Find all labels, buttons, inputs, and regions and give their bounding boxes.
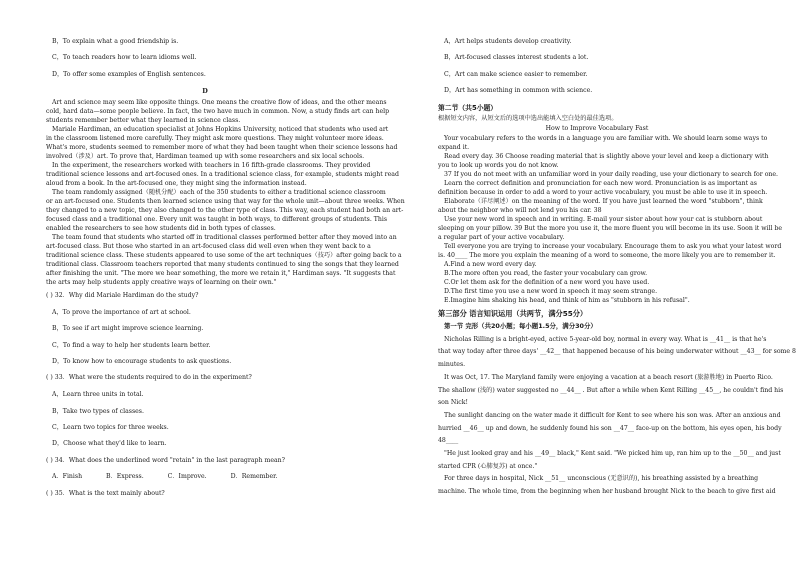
passage-line: Tell everyone you are trying to increase your vocabulary. Encourage them to ask you what your latest word bbox=[444, 243, 782, 251]
passage-line: or an art-focused one. Students then learned science using that way for the whole unit—about three weeks. When bbox=[46, 198, 405, 206]
passage-line: Read every day. 36 Choose reading material that is slightly above your level and keep a dictionary with bbox=[444, 153, 769, 161]
right-column bbox=[438, 38, 796, 499]
passage-line: The team randomly assigned（随机分配）each of the 350 students to either a traditional science classroom bbox=[52, 189, 386, 197]
question-32: ( ) 32．Why did Mariale Hardiman do the study? bbox=[46, 292, 199, 300]
passage-line: traditional science lessons and art-focused ones. In a traditional science class, for example, students might read bbox=[46, 171, 399, 179]
q35-option-a: A，Art helps students develop creativity. bbox=[444, 38, 572, 45]
q34-option-d: D．Remember. bbox=[230, 473, 278, 481]
option-c-prev: C，To teach readers how to learn idioms well. bbox=[52, 54, 197, 62]
passage-line: expand it. bbox=[438, 144, 470, 152]
passage-line: Elaborate（详尽阐述）on the meaning of the word. If you have just learned the word "stubborn", think bbox=[444, 198, 763, 206]
passage-line: What's more, students seemed to remember more of what they had been taught when their science lessons had bbox=[46, 144, 398, 152]
passage-line: traditional science class. These students appeared to use some of the art techniques（技巧）after going back to a bbox=[46, 252, 402, 260]
section-2-instructions: 根据短文内容，从短文后的选项中选出能填入空白处的最佳选项。 bbox=[438, 115, 618, 123]
passage-line: students remember better what they learned in science class. bbox=[46, 117, 241, 125]
cloze-line: machine. The whole time, from the beginning when her husband brought Nick to the beach to give first aid bbox=[438, 488, 776, 496]
passage-title: How to Improve Vocabulary Fast bbox=[545, 125, 649, 133]
question-33: ( ) 33．What were the students required to do in the experiment? bbox=[46, 374, 252, 382]
question-35: ( ) 35．What is the text mainly about? bbox=[46, 489, 165, 497]
q35-option-d: D，Art has something in common with science. bbox=[444, 87, 593, 95]
choice-d: D.The first time you use a new word in speech it may seem strange. bbox=[444, 288, 658, 296]
option-d-prev: D，To offer some examples of English sentences. bbox=[52, 70, 206, 78]
cloze-line: For three days in hospital, Nick __51__ unconscious (无意识的), his breathing assisted by a breathing bbox=[444, 475, 759, 483]
q33-option-d: D，Choose what they'd like to learn. bbox=[52, 440, 167, 448]
passage-line: cold, hard data—some people believe. In fact, the two have much in common. Now, a study finds art can help bbox=[46, 108, 390, 116]
q34-option-a: A．Finish bbox=[52, 473, 83, 481]
option-b-prev: B，To explain what a good friendship is. bbox=[52, 38, 179, 45]
q32-option-c: C，To find a way to help her students learn better. bbox=[52, 341, 211, 349]
choice-a: A.Find a new word every day. bbox=[444, 261, 537, 269]
choice-b: B.The more often you read, the faster your vocabulary can grow. bbox=[444, 270, 648, 278]
cloze-line: Nicholas Rilling is a bright-eyed, active 5-year-old boy, normal in every way. What is __41__ is that he's bbox=[444, 335, 767, 343]
passage-line: involved（涉及）art. To prove that, Hardiman teamed up with some researchers and six local schools. bbox=[46, 153, 365, 161]
q34-option-b: B．Express. bbox=[106, 473, 144, 481]
cloze-line: minutes. bbox=[438, 361, 466, 369]
passage-line: Use your new word in speech and in writing. E-mail your sister about how your cat is stubborn about bbox=[444, 216, 763, 224]
passage-line: in the classroom listened more carefully. They might ask more questions. They might volunteer more ideas. bbox=[46, 135, 384, 143]
q35-option-c: C，Art can make science easier to remember. bbox=[444, 70, 588, 78]
q33-option-a: A，Learn three units in total. bbox=[52, 391, 144, 399]
q34-options bbox=[52, 473, 364, 482]
passage-line: they changed to a new topic, they also changed to the other type of class. This way, each student had both an art- bbox=[46, 207, 404, 215]
cloze-line: "He just looked gray and his __49__ black," Kent said. "We picked him up, ran him up to the __50__ and just bbox=[444, 450, 781, 458]
passage-line: 37 If you do not meet with an unfamiliar word in your daily reading, use your dictionary to search for one. bbox=[444, 171, 779, 179]
cloze-line: son Nick! bbox=[438, 399, 468, 407]
passage-d bbox=[46, 99, 405, 288]
passage-line: sleeping on your pillow. 39 But the more you use it, the more fluent you will become in its use. Soon it will be bbox=[438, 225, 783, 233]
passage-line: Your vocabulary refers to the words in a language you are familiar with. We should learn some ways to bbox=[444, 135, 768, 143]
passage-line: Mariale Hardiman, an education specialist at Johns Hopkins University, noticed that students who used art bbox=[52, 126, 389, 134]
passage-line: enabled the researchers to see how students did in both types of classes. bbox=[46, 225, 276, 233]
q33-option-c: C，Learn two topics for three weeks. bbox=[52, 423, 169, 431]
part-3-title: 第三部分 语言知识运用（共两节，满分55分） bbox=[438, 309, 588, 319]
choice-c: C.Or let them ask for the definition of a new word you have used. bbox=[444, 279, 650, 287]
cloze-line: started CPR (心肺复苏) at once." bbox=[438, 462, 538, 470]
q32-option-b: B，To see if art might improve science learning. bbox=[52, 325, 204, 333]
passage-line: definition because in order to add a word to your active vocabulary, you must be able to use it in speech. bbox=[438, 189, 768, 197]
vocabulary-passage bbox=[438, 135, 783, 261]
passage-line: focused class and a traditional one. Every unit was taught in both ways, to different groups of students. This bbox=[46, 216, 388, 224]
q33-option-b: B，Take two types of classes. bbox=[52, 407, 144, 415]
cloze-line: The shallow (浅的) water suggested no __44__ . But after a while when Kent Rilling __45__, he couldn't find his bbox=[438, 386, 784, 394]
cloze-line: hurried __46__ up and down, he suddenly found his son __47__ face-up on the bottom, his eyes open, his body bbox=[438, 424, 782, 432]
passage-line: a regular part of your active vocabulary. bbox=[438, 234, 565, 242]
q32-option-a: A，To prove the importance of art at school. bbox=[52, 308, 191, 316]
passage-label-d: D bbox=[202, 87, 208, 96]
q32-option-d: D，To know how to encourage students to ask questions. bbox=[52, 357, 232, 365]
cloze-line: The sunlight dancing on the water made it difficult for Kent to see where his son was. After an anxious and bbox=[444, 411, 781, 419]
passage-line: the arts may help students apply creative ways of learning on their own." bbox=[46, 279, 277, 287]
cloze-line: that way today after three days' __42__ that happened because of his being underwater without __43__ for some 8 bbox=[438, 348, 796, 356]
passage-line: Learn the correct definition and pronunciation for each new word. Pronunciation is as important as bbox=[444, 180, 757, 188]
cloze-passage bbox=[438, 334, 796, 499]
passage-line: aloud from a book. In the art-focused one, they might sing the information instead. bbox=[46, 180, 307, 188]
q35-option-b: B，Art-focused classes interest students a lot. bbox=[444, 54, 589, 62]
passage-line: The team found that students who started off in traditional classes performed better after they moved into an bbox=[52, 234, 397, 242]
choice-e: E.Imagine him shaking his head, and think of him as "stubborn in his refusal". bbox=[444, 297, 690, 305]
passage-line: Art and science may seem like opposite things. One means the creative flow of ideas, and the other means bbox=[52, 99, 387, 107]
passage-line: art-focused class. But those who started in an art-focused class did well even when they went back to a bbox=[46, 243, 371, 251]
cloze-line: 48____ bbox=[438, 437, 459, 445]
passage-line: traditional class. Classroom teachers reported that many students continued to sing the songs that they learned bbox=[46, 261, 399, 269]
passage-line: after finishing the unit. "The more we hear something, the more we retain it," Hardiman says. "It suggests that bbox=[46, 270, 396, 278]
part-3-section-1-title: 第一节 完形（共20小题；每小题1.5分，满分30分） bbox=[444, 322, 597, 331]
passage-line: is. 40____ The more you explain the meaning of a word to someone, the more likely you are to remember it. bbox=[438, 252, 776, 260]
answer-choices bbox=[438, 261, 756, 306]
question-34: ( ) 34．What does the underlined word "retain" in the last paragraph mean? bbox=[46, 456, 285, 464]
q34-option-c: C．Improve. bbox=[167, 473, 207, 481]
passage-line: about the neighbor who will not lend you his car. 38 bbox=[438, 207, 602, 215]
passage-line: In the experiment, the researchers worked with teachers in 16 fifth-grade classrooms. They provided bbox=[52, 162, 371, 170]
section-2-title: 第二节（共5小题） bbox=[438, 103, 498, 112]
cloze-line: It was Oct, 17. The Maryland family were enjoying a vacation at a beach resort (旅游胜地) in Puerto Rico. bbox=[444, 373, 773, 381]
left-column bbox=[46, 38, 405, 507]
passage-line: you to look up words you do not know. bbox=[438, 162, 559, 170]
